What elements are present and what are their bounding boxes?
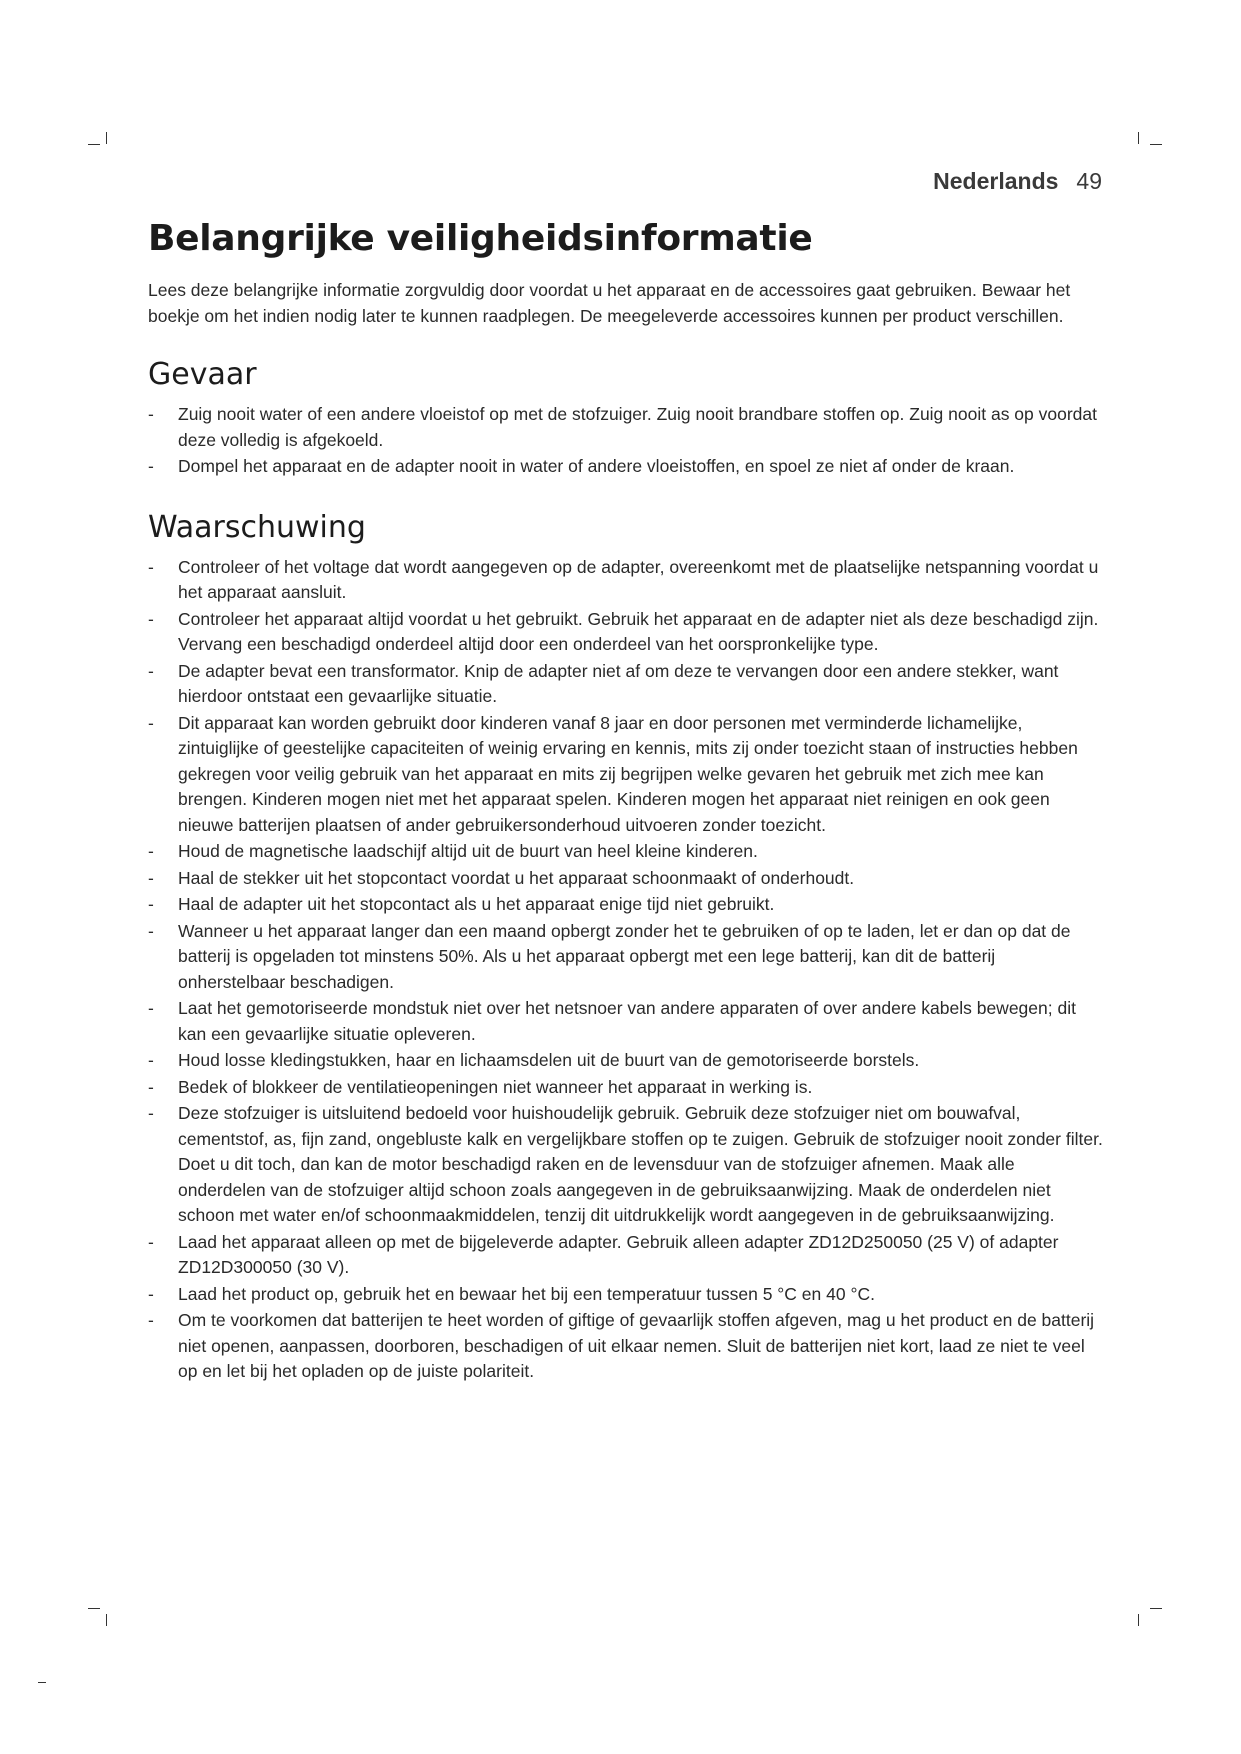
header-language: Nederlands <box>933 168 1059 194</box>
warning-list <box>148 555 1103 1385</box>
document-body <box>148 218 1103 1415</box>
list-item: - Deze stofzuiger is uitsluitend bedoeld voor huishoudelijk gebruik. Gebruik deze stofzuiger niet om bouwafval, cementstof, as, fijn zand, ongebluste kalk en vergelijkbare stoffen op te zuigen. Gebruik de stofzuiger nooit zonder filter. Doet u dit toch, dan kan de motor beschadigd raken en de levensduur van de stofzuiger afnemen. Maak alle onderdelen van de stofzuiger altijd schoon zoals aangegeven in de gebruiksaanwijzing. Maak de onderdelen niet schoon met water en/of schoonmaakmiddelen, tenzij dit uitdrukkelijk wordt aangegeven in de gebruiksaanwijzing. <box>148 1101 1103 1229</box>
list-item: - Dit apparaat kan worden gebruikt door kinderen vanaf 8 jaar en door personen met verminderde lichamelijke, zintuiglijke of geestelijke capaciteiten of weinig ervaring en kennis, mits zij onder toezicht staan of instructies hebben gekregen voor veilig gebruik van het apparaat en mits zij begrijpen welke gevaren het gebruik met zich mee kan brengen. Kinderen mogen niet met het apparaat spelen. Kinderen mogen het apparaat niet reinigen en ook geen nieuwe batterijen plaatsen of ander gebruikersonderhoud uitvoeren zonder toezicht. <box>148 711 1103 839</box>
intro-paragraph: Lees deze belangrijke informatie zorgvuldig door voordat u het apparaat en de accessoires gaat gebruiken. Bewaar het boekje om het indien nodig later te kunnen raadplegen. De meegeleverde accessoires kunnen per product verschillen. <box>148 280 1071 326</box>
list-item: - Houd de magnetische laadschijf altijd uit de buurt van heel kleine kinderen. <box>148 839 1103 865</box>
list-item: - Om te voorkomen dat batterijen te heet worden of giftige of gevaarlijk stoffen afgeven, mag u het product en de batterij niet openen, aanpassen, doorboren, beschadigen of uit elkaar nemen. Sluit de batterijen niet kort, laad ze niet te veel op en let bij het opladen op de juiste polariteit. <box>148 1308 1103 1385</box>
crop-mark <box>106 1614 107 1626</box>
list-item: - Laat het gemotoriseerde mondstuk niet over het netsnoer van andere apparaten of over andere kabels bewegen; dit kan een gevaarlijke situatie opleveren. <box>148 996 1103 1047</box>
list-item: - Bedek of blokkeer de ventilatieopeningen niet wanneer het apparaat in werking is. <box>148 1075 1103 1101</box>
page-header <box>933 168 1102 195</box>
section-heading: Waarschuwing <box>148 509 366 545</box>
section-gevaar <box>148 357 1103 480</box>
crop-mark <box>106 132 107 144</box>
list-item: - Dompel het apparaat en de adapter nooit in water of andere vloeistoffen, en spoel ze niet af onder de kraan. <box>148 454 1103 480</box>
list-item: - Controleer het apparaat altijd voordat u het gebruikt. Gebruik het apparaat en de adapter niet als deze beschadigd zijn. Vervang een beschadigd onderdeel altijd door een onderdeel van het oorspronkelijke type. <box>148 607 1103 658</box>
danger-list <box>148 402 1103 480</box>
list-item: - Wanneer u het apparaat langer dan een maand opbergt zonder het te gebruiken of op te laden, let er dan op dat de batterij is opgeladen tot minstens 50%. Als u het apparaat opbergt met een lege batterij, kan dit de batterij onherstelbaar beschadigen. <box>148 919 1103 996</box>
crop-mark <box>38 1682 46 1683</box>
crop-mark <box>1138 132 1139 144</box>
crop-mark <box>88 1608 100 1609</box>
crop-mark <box>1138 1614 1139 1626</box>
list-item: - Zuig nooit water of een andere vloeistof op met de stofzuiger. Zuig nooit brandbare stoffen op. Zuig nooit as op voordat deze volledig is afgekoeld. <box>148 402 1103 453</box>
section-waarschuwing <box>148 510 1103 1385</box>
list-item: - Laad het product op, gebruik het en bewaar het bij een temperatuur tussen 5 °C en 40 °C. <box>148 1282 1103 1308</box>
page-number: 49 <box>1076 168 1102 194</box>
crop-mark <box>1150 1608 1162 1609</box>
list-item: - De adapter bevat een transformator. Knip de adapter niet af om deze te vervangen door een andere stekker, want hierdoor ontstaat een gevaarlijke situatie. <box>148 659 1103 710</box>
section-heading: Gevaar <box>148 357 257 392</box>
list-item: - Laad het apparaat alleen op met de bijgeleverde adapter. Gebruik alleen adapter ZD12D250050 (25 V) of adapter ZD12D300050 (30 V). <box>148 1230 1103 1281</box>
list-item: - Haal de adapter uit het stopcontact als u het apparaat enige tijd niet gebruikt. <box>148 892 1103 918</box>
crop-mark <box>1150 144 1162 145</box>
list-item: - Houd losse kledingstukken, haar en lichaamsdelen uit de buurt van de gemotoriseerde borstels. <box>148 1048 1103 1074</box>
page-title: Belangrijke veiligheidsinformatie <box>148 218 813 259</box>
list-item: - Controleer of het voltage dat wordt aangegeven op de adapter, overeenkomt met de plaatselijke netspanning voordat u het apparaat aansluit. <box>148 555 1103 606</box>
crop-mark <box>88 144 100 145</box>
list-item: - Haal de stekker uit het stopcontact voordat u het apparaat schoonmaakt of onderhoudt. <box>148 866 1103 892</box>
